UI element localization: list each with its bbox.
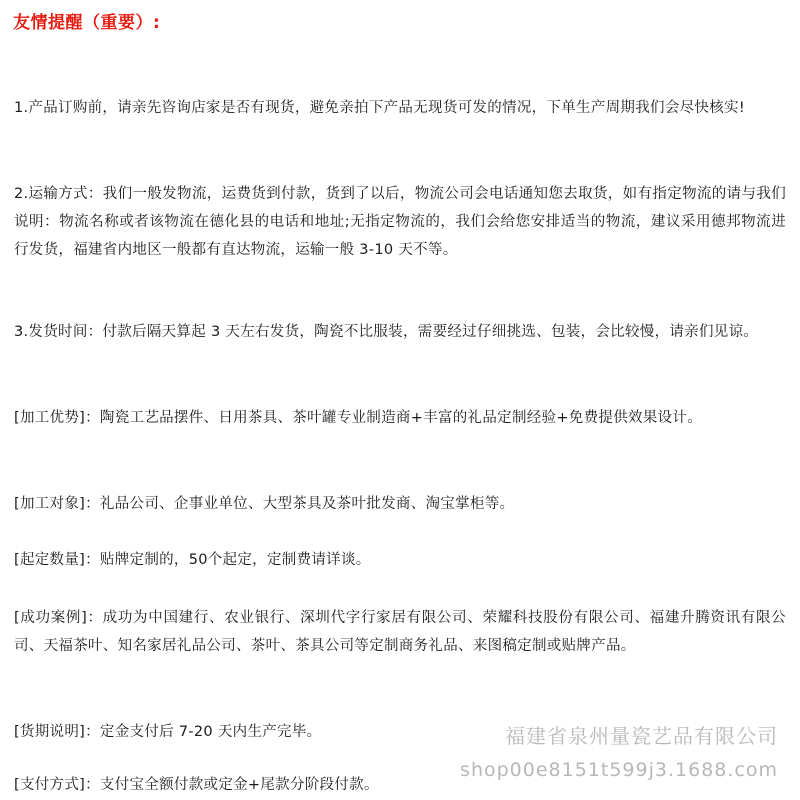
watermark-shop-url: shop00e8151t599j3.1688.com: [460, 759, 778, 781]
watermark-company-name: 福建省泉州量瓷艺品有限公司: [505, 724, 778, 748]
notice-item-order-inquiry: 1.产品订购前，请亲先咨询店家是否有现货，避免亲拍下产品无现货可发的情况，下单生产周期我们会尽快核实!: [14, 100, 745, 116]
notice-item-success-cases: [成功案例]：成功为中国建行、农业银行、深圳代字行家居有限公司、荣耀科技股份有限公司、福建升腾资讯有限公司、天福茶叶、知名家居礼品公司、茶叶、茶具公司等定制商务礼品、来图稿定制或贴牌产品。: [14, 610, 786, 654]
notice-item-processing-target: [加工对象]：礼品公司、企事业单位、大型茶具及茶叶批发商、淘宝掌柜等。: [14, 496, 515, 512]
notice-item-processing-advantage: [加工优势]：陶瓷工艺品摆件、日用茶具、茶叶罐专业制造商+丰富的礼品定制经验+免费提供效果设计。: [14, 410, 703, 426]
notice-title: 友情提醒（重要）:: [13, 13, 161, 33]
notice-item-payment-method: [支付方式]：支付宝全额付款或定金+尾款分阶段付款。: [14, 777, 379, 793]
notice-item-minimum-quantity: [起定数量]：贴牌定制的，50个起定，定制费请详谈。: [14, 552, 371, 568]
notice-item-lead-time: [货期说明]：定金支付后 7-20 天内生产完毕。: [14, 724, 322, 740]
notice-item-shipping-method: 2.运输方式：我们一般发物流，运费货到付款，货到了以后，物流公司会电话通知您去取货，如有指定物流的请与我们说明：物流名称或者该物流在德化县的电话和地址;无指定物流的，我们会给您安排适当的物流，建议采用德邦物流进行发货，福建省内地区一般都有直达物流，运输一般 3-10 天不等。: [14, 186, 786, 258]
notice-item-delivery-time: 3.发货时间：付款后隔天算起 3 天左右发货，陶瓷不比服装，需要经过仔细挑选、包装，会比较慢，请亲们见谅。: [14, 324, 759, 340]
